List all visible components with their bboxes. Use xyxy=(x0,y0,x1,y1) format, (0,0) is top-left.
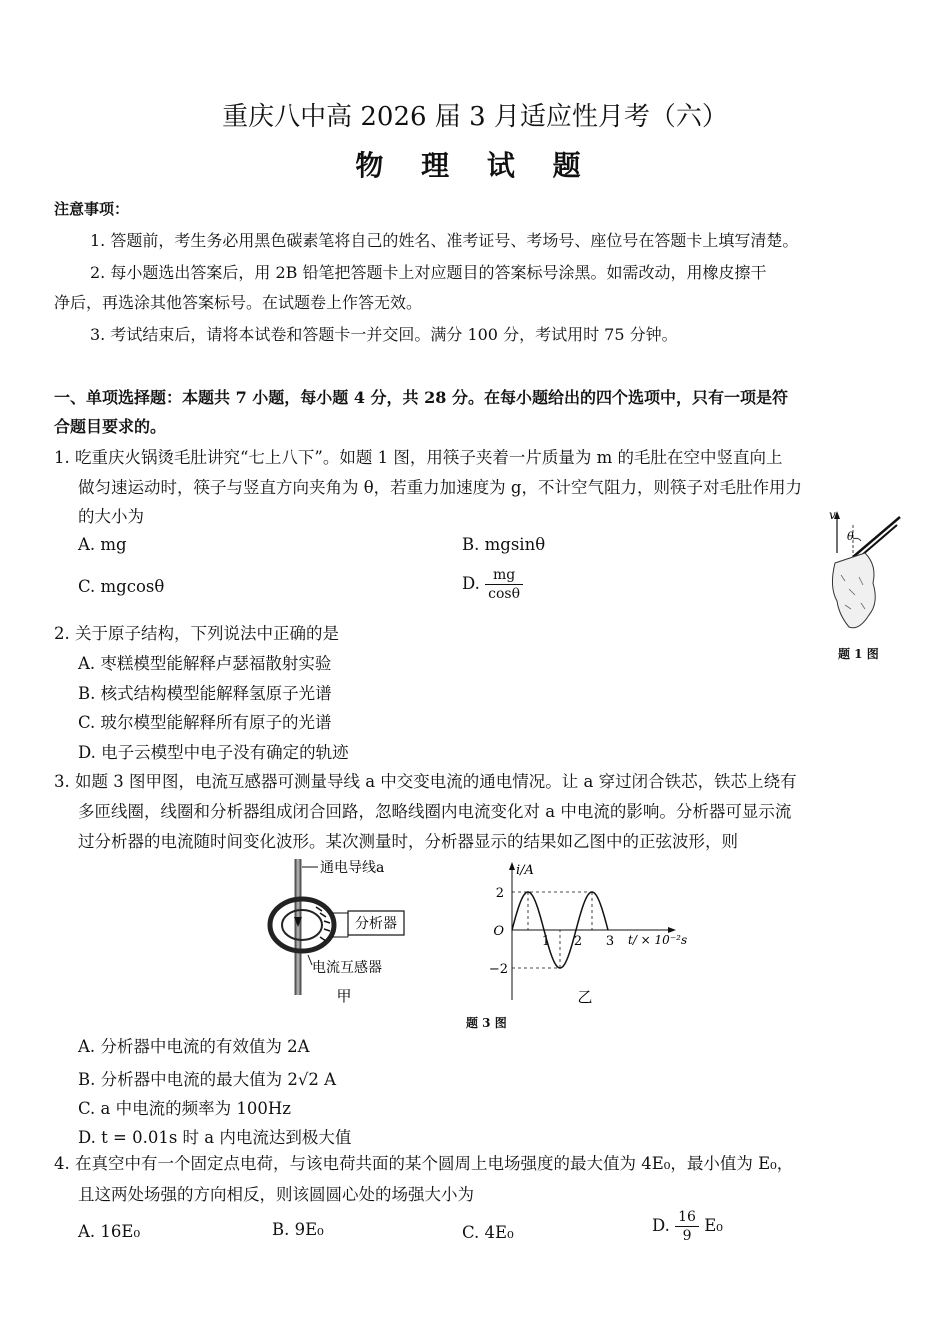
notice-heading: 注意事项： xyxy=(54,200,130,218)
y-axis-label: i/A xyxy=(516,863,534,878)
q2-option-a: A. 枣糕模型能解释卢瑟福散射实验 xyxy=(78,654,332,673)
y-tick-origin: O xyxy=(493,924,504,939)
q2-stem: 2. 关于原子结构，下列说法中正确的是 xyxy=(54,624,339,643)
transformer-label: 电流互感器 xyxy=(312,960,382,976)
q1-stem-line2: 做匀速运动时，筷子与竖直方向夹角为 θ，若重力加速度为 g，不计空气阻力，则筷子对毛肚作用力 xyxy=(78,478,802,497)
section-heading: 一、单项选择题：本题共 7 小题，每小题 4 分，共 28 分。在每小题给出的四个选项中，只有一项是符 xyxy=(54,388,788,407)
q4-option-d-denominator: 9 xyxy=(682,1228,692,1244)
x-tick-1: 1 xyxy=(541,934,551,949)
q1-option-d-fraction xyxy=(485,566,523,603)
q4-option-b: B. 9E₀ xyxy=(272,1220,324,1239)
figure-yi-label: 乙 xyxy=(577,988,593,1006)
q1-option-d-numerator: mg xyxy=(485,566,523,585)
wire-label: 通电导线a xyxy=(320,860,385,876)
q1-option-b: B. mgsinθ xyxy=(462,535,546,554)
iron-core-inner xyxy=(282,910,322,940)
figure-3-yi-sine-chart xyxy=(480,860,695,1010)
analyzer-label: 分析器 xyxy=(355,916,397,932)
q4-stem-line2: 且这两处场强的方向相反，则该圆圆心处的场强大小为 xyxy=(78,1185,474,1204)
tripe xyxy=(832,553,875,628)
notice-item-2-cont: 净后，再选涂其他答案标号。在试题卷上作答无效。 xyxy=(54,293,423,312)
q4-option-d-numerator: 16 xyxy=(675,1208,699,1227)
q2-option-d: D. 电子云模型中电子没有确定的轨迹 xyxy=(78,743,349,762)
chopstick xyxy=(853,517,900,557)
notice-item-2: 2. 每小题选出答案后，用 2B 铅笔把答题卡上对应题目的答案标号涂黑。如需改动，用橡皮擦干 xyxy=(90,263,767,282)
section-heading-cont: 合题目要求的。 xyxy=(54,417,167,436)
q3-option-c: C. a 中电流的频率为 100Hz xyxy=(78,1099,291,1118)
figure-3-caption: 题 3 图 xyxy=(466,1016,507,1030)
q1-stem-line1: 1. 吃重庆火锅烫毛肚讲究“七上八下”。如题 1 图，用筷子夹着一片质量为 m 的毛肚在空中竖直向上 xyxy=(54,448,783,467)
q2-option-c: C. 玻尔模型能解释所有原子的光谱 xyxy=(78,713,332,732)
figure-jia-label: 甲 xyxy=(336,987,352,1005)
q4-option-a: A. 16E₀ xyxy=(78,1222,141,1241)
q1-stem-line3: 的大小为 xyxy=(78,507,144,526)
q4-option-d-label: D. xyxy=(652,1216,670,1235)
q4-option-c: C. 4E₀ xyxy=(462,1223,514,1242)
q4-option-d xyxy=(652,1208,723,1245)
angle-arc xyxy=(853,538,861,541)
q3-option-a: A. 分析器中电流的有效值为 2A xyxy=(78,1037,310,1056)
figure-3-jia-current-transformer xyxy=(262,855,422,1010)
y-axis-arrow xyxy=(509,862,515,870)
q3-option-b: B. 分析器中电流的最大值为 2√2 A xyxy=(78,1070,337,1089)
q4-stem-line1: 4. 在真空中有一个固定点电荷，与该电荷共面的某个圆周上电场强度的最大值为 4E₀，最小值为 E₀， xyxy=(54,1154,794,1173)
x-tick-2: 2 xyxy=(573,934,583,949)
y-tick-max: 2 xyxy=(495,886,504,901)
q3-stem-line2: 多匝线圈，线圈和分析器组成闭合回路，忽略线圈内电流变化对 a 中电流的影响。分析器可显示流 xyxy=(78,802,792,821)
q4-option-d-fraction xyxy=(675,1208,699,1245)
fig1-label-v: v xyxy=(829,508,836,522)
iron-core-outer xyxy=(270,899,334,951)
q4-option-d-suffix: E₀ xyxy=(704,1216,723,1235)
notice-item-3: 3. 考试结束后，请将本试卷和答题卡一并交回。满分 100 分，考试用时 75 分钟。 xyxy=(90,325,678,344)
q1-option-a: A. mg xyxy=(78,535,127,554)
y-tick-min: −2 xyxy=(488,962,508,977)
q1-option-d-denominator: cosθ xyxy=(488,586,521,602)
x-tick-3: 3 xyxy=(605,934,615,949)
q3-option-d: D. t = 0.01s 时 a 内电流达到极大值 xyxy=(78,1128,352,1147)
notice-item-1: 1. 答题前，考生务必用黑色碳素笔将自己的姓名、准考证号、考场号、座位号在答题卡上填写清楚。 xyxy=(90,231,799,250)
subject-title: 物 理 试 题 xyxy=(355,149,595,182)
q1-option-d-label: D. xyxy=(462,574,480,593)
figure-1-caption: 题 1 图 xyxy=(838,647,879,661)
q1-option-c: C. mgcosθ xyxy=(78,577,165,596)
q2-option-b: B. 核式结构模型能解释氢原子光谱 xyxy=(78,684,332,703)
q3-stem-line1: 3. 如题 3 图甲图，电流互感器可测量导线 a 中交变电流的通电情况。让 a 穿过闭合铁芯，铁芯上绕有 xyxy=(54,772,797,791)
figure-1-tripe-chopsticks xyxy=(815,505,905,645)
q1-option-d xyxy=(462,566,523,603)
fig1-label-theta: θ xyxy=(847,530,854,543)
exam-title: 重庆八中高 2026 届 3 月适应性月考（六） xyxy=(222,102,728,132)
q3-stem-line3: 过分析器的电流随时间变化波形。某次测量时，分析器显示的结果如乙图中的正弦波形，则 xyxy=(78,832,738,851)
x-axis-label: t/ × 10⁻²s xyxy=(628,933,688,947)
